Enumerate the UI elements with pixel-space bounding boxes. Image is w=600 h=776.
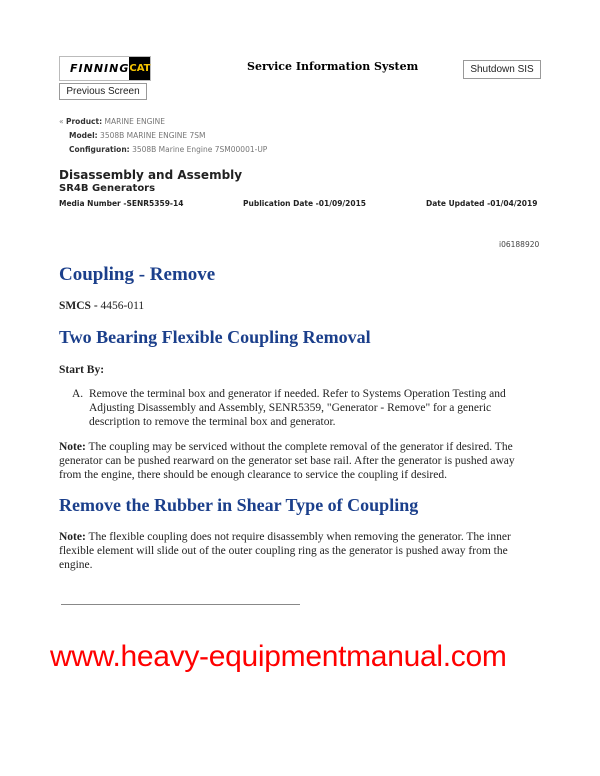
step-text: Remove the terminal box and generator if needed. Refer to Systems Operation Testing and Adjusting Disassembly and Assembly, SENR5359, "Generator - Remove" for a generic description to remove the terminal box and generator. [89,388,506,428]
divider [61,604,300,605]
collapse-icon[interactable]: « [59,117,64,126]
previous-screen-button[interactable]: Previous Screen [59,83,147,100]
start-by-label: Start By: [59,364,105,376]
media-number: Media Number -SENR5359-14 [59,199,184,208]
doc-id: i06188920 [499,240,540,249]
doc-title: Disassembly and Assembly [59,168,243,182]
note-flexible: Note: The flexible coupling does not require disassembly when removing the generator. The inner flexible element will slide out of the outer coupling ring as the generator is pushed away from the engine. [59,531,511,571]
page-title: Coupling - Remove [59,264,216,285]
model-row: Model: 3508B MARINE ENGINE 7SM [69,131,206,140]
product-row: « Product: MARINE ENGINE [59,117,165,126]
smcs-code: SMCS - 4456-011 [59,300,145,312]
date-updated: Date Updated -01/04/2019 [426,199,538,208]
app-title: Service Information System [247,60,419,73]
section-heading-rubber: Remove the Rubber in Shear Type of Coupling [59,495,419,515]
watermark: www.heavy-equipmentmanual.com [50,640,507,673]
note-coupling: Note: The coupling may be serviced without the complete removal of the generator if desired. The generator can be pushed rearward on the generator set base rail. After the generator is pushed away from the engine, there should be enough clearance to service the coupling if desired. [59,441,515,481]
publication-date: Publication Date -01/09/2015 [243,199,367,208]
shutdown-sis-button[interactable]: Shutdown SIS [463,60,541,79]
finning-cat-logo: FINNING CAT [59,56,151,81]
section-heading-removal: Two Bearing Flexible Coupling Removal [59,327,371,347]
step-letter: A. [72,388,84,400]
doc-subtitle: SR4B Generators [59,183,156,194]
configuration-row: Configuration: 3508B Marine Engine 7SM00001-UP [69,145,268,154]
